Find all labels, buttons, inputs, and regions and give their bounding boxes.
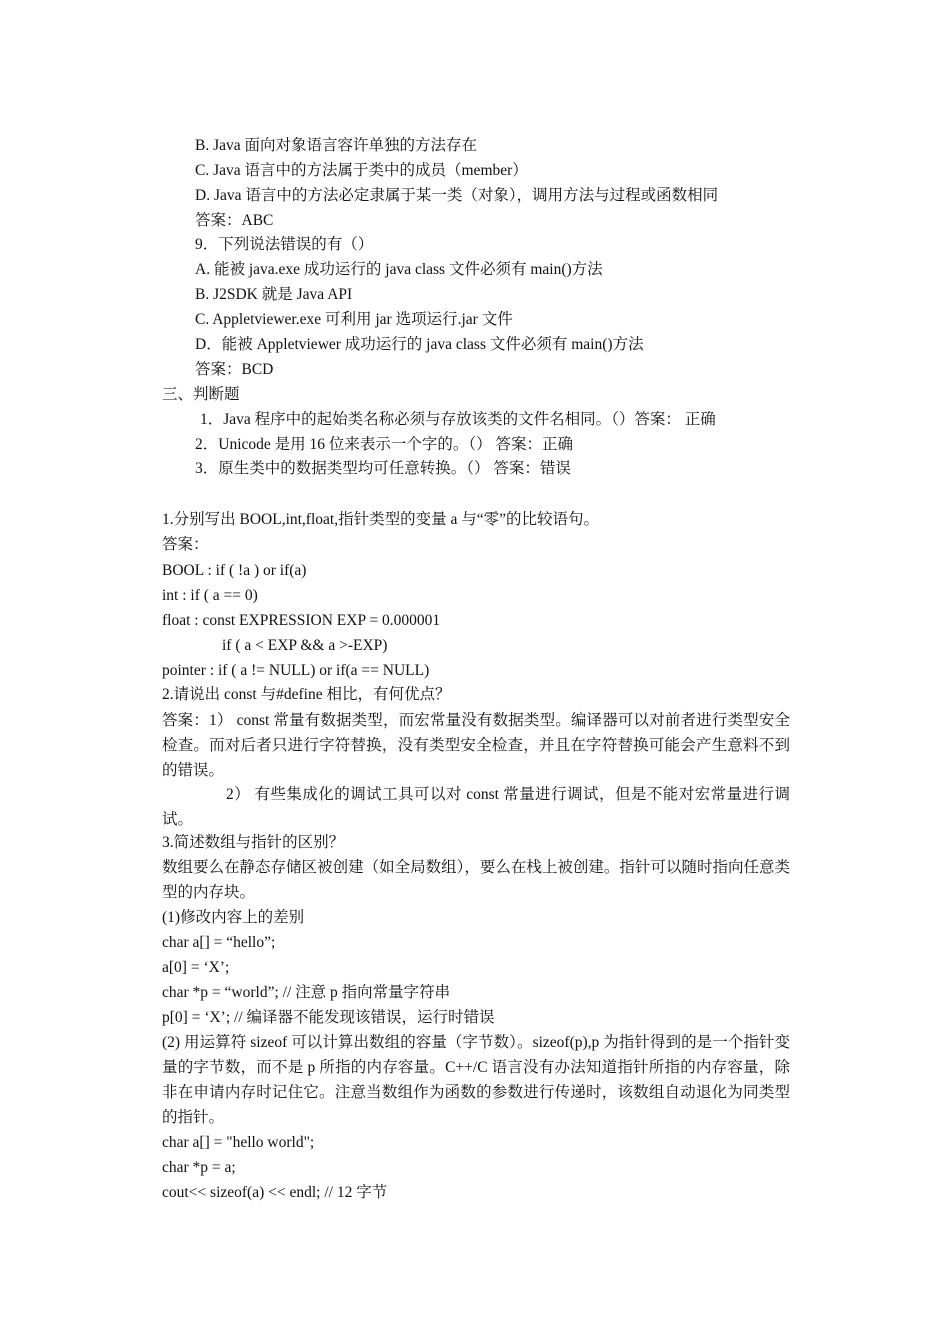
text-line: (1)修改内容上的差别 <box>162 909 305 926</box>
text-line: D．能被 Appletviewer 成功运行的 java class 文件必须有 main()方法 <box>195 336 644 353</box>
text-line: B. Java 面向对象语言容许单独的方法存在 <box>195 137 478 154</box>
text-line: a[0] = ‘X’; <box>162 959 230 976</box>
text-line: A. 能被 java.exe 成功运行的 java class 文件必须有 main()方法 <box>195 261 603 278</box>
text-line: int : if ( a == 0) <box>162 587 258 604</box>
text-line: 答案：1） const 常量有数据类型，而宏常量没有数据类型。编译器可以对前者进行类型安全检查。而对后者只进行字符替换，没有类型安全检查，并且在字符替换可能会产生意料不到的错误。 <box>162 712 790 779</box>
text-line: char a[] = "hello world"; <box>162 1134 315 1151</box>
text-line: (2) 用运算符 sizeof 可以计算出数组的容量（字节数）。sizeof(p),p 为指针得到的是一个指针变量的字节数，而不是 p 所指的内存容量。C++/C 语言没有办法知道指针所指的内存容量，除非在申请内存时记住它。注意当数组作为函数的参数进行传递时，该数组自动退化为同类型的指针。 <box>162 1034 790 1126</box>
text-line: 1.分别写出 BOOL,int,float,指针类型的变量 a 与“零”的比较语句。 <box>162 511 599 528</box>
text-line: char *p = a; <box>162 1159 236 1176</box>
text-line: 1．Java 程序中的起始类名称必须与存放该类的文件名相同。（）答案： 正确 <box>200 411 716 428</box>
text-line: 3.简述数组与指针的区别？ <box>162 834 345 851</box>
text-line: if ( a < EXP && a >-EXP) <box>222 637 388 654</box>
text-line: 2） 有些集成化的调试工具可以对 const 常量进行调试，但是不能对宏常量进行调试。 <box>162 786 790 828</box>
text-line: 数组要么在静态存储区被创建（如全局数组），要么在栈上被创建。指针可以随时指向任意类型的内存块。 <box>162 859 790 901</box>
text-line: 答案：ABC <box>195 212 274 229</box>
text-line: float : const EXPRESSION EXP = 0.000001 <box>162 612 441 629</box>
text-line: 3．原生类中的数据类型均可任意转换。（） 答案：错误 <box>195 460 571 477</box>
text-line: 2.请说出 const 与#define 相比，有何优点？ <box>162 686 451 703</box>
text-line: 答案： <box>162 536 209 553</box>
text-line: 9．下列说法错误的有（） <box>195 236 374 253</box>
text-line: C. Java 语言中的方法属于类中的成员（member） <box>195 162 528 179</box>
text-line: cout<< sizeof(a) << endl; // 12 字节 <box>162 1184 388 1201</box>
text-line: char a[] = “hello”; <box>162 934 276 951</box>
text-line: char *p = “world”; // 注意 p 指向常量字符串 <box>162 984 451 1001</box>
text-line: 答案：BCD <box>195 361 274 378</box>
text-line: p[0] = ‘X’; // 编译器不能发现该错误，运行时错误 <box>162 1009 495 1026</box>
text-line: C. Appletviewer.exe 可利用 jar 选项运行.jar 文件 <box>195 311 513 328</box>
text-line: D. Java 语言中的方法必定隶属于某一类（对象），调用方法与过程或函数相同 <box>195 187 719 204</box>
text-line: 2．Unicode 是用 16 位来表示一个字的。（） 答案：正确 <box>195 436 574 453</box>
text-line: BOOL : if ( !a ) or if(a) <box>162 562 307 579</box>
text-line: B. J2SDK 就是 Java API <box>195 286 353 303</box>
text-line: 三、判断题 <box>162 386 240 403</box>
text-line: pointer : if ( a != NULL) or if(a == NULL) <box>162 662 430 679</box>
